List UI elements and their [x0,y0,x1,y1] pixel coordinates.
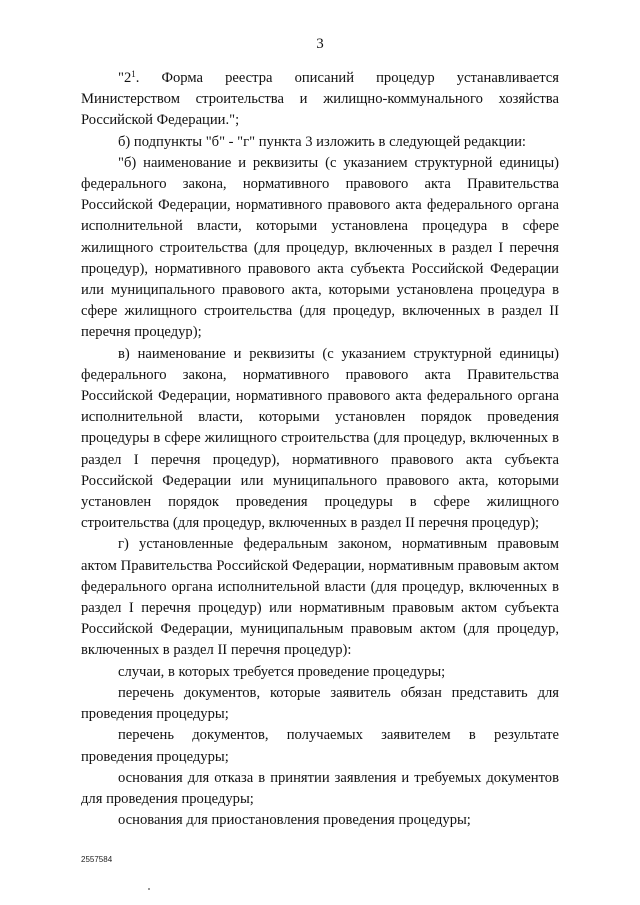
paragraph-subpoint-v: в) наименование и реквизиты (с указанием структурной единицы) федерального закона, нормативного правового акта Правительства Российской Федерации, нормативного правового акта федерального органа исполнительной власти, которыми установлен порядок проведения процедуры в сфере жилищного строительства (для процедур, включенных в раздел I перечня процедур), нормативного правового акта субъекта Российской Федерации или муниципального правового акта, которыми установлен порядок проведения процедуры в сфере жилищного строительства (для процедур, включенных в раздел II перечня процедур); [81,345,559,532]
paragraph-text: . Форма реестра описаний процедур устанавливается Министерством строительства и жилищно-коммунального хозяйства Российской Федерации."; [81,70,559,129]
document-body [81,68,559,831]
scan-mark [148,888,150,890]
paragraph-prefix: "2 [118,70,132,86]
paragraph-cases: случаи, в которых требуется проведение процедуры; [118,663,446,680]
paragraph-subpoint-g: г) установленные федеральным законом, нормативным правовым актом Правительства Российской Федерации, нормативным правовым актом федерального органа исполнительной власти (для процедур, включенных в раздел I перечня процедур) или нормативным правовым актом субъекта Российской Федерации, муниципальным правовым актом (для процедур, включенных в раздел II перечня процедур): [81,536,559,659]
paragraph-documents-received: перечень документов, получаемых заявителем в результате проведения процедуры; [81,727,559,765]
paragraph-documents-required: перечень документов, которые заявитель обязан представить для проведения процедуры; [81,684,559,723]
paragraph-subpoint-b: "б) наименование и реквизиты (с указанием структурной единицы) федерального закона, нормативного правового акта Правительства Российской Федерации, нормативного правового акта федерального органа исполнительной власти, которыми установлена процедура в сфере жилищного строительства (для процедур, включенных в раздел I перечня процедур), нормативного правового акта субъекта Российской Федерации или муниципального правового акта, которыми установлена процедура в сфере жилищного строительства (для процедур, включенных в раздел II перечня процедур); [81,154,559,341]
paragraph-suspension-grounds: основания для приостановления проведения процедуры; [118,812,471,829]
paragraph-subpoints-intro: б) подпункты "б" - "г" пункта 3 изложить в следующей редакции: [118,133,526,150]
paragraph-refusal-grounds: основания для отказа в принятии заявления и требуемых документов для проведения процедуры; [81,769,559,807]
page-number: 3 [316,36,324,52]
paragraph-2-1-form-of-registry [81,68,559,132]
document-code: 2557584 [81,855,113,864]
superscript-index: 1 [131,69,136,79]
